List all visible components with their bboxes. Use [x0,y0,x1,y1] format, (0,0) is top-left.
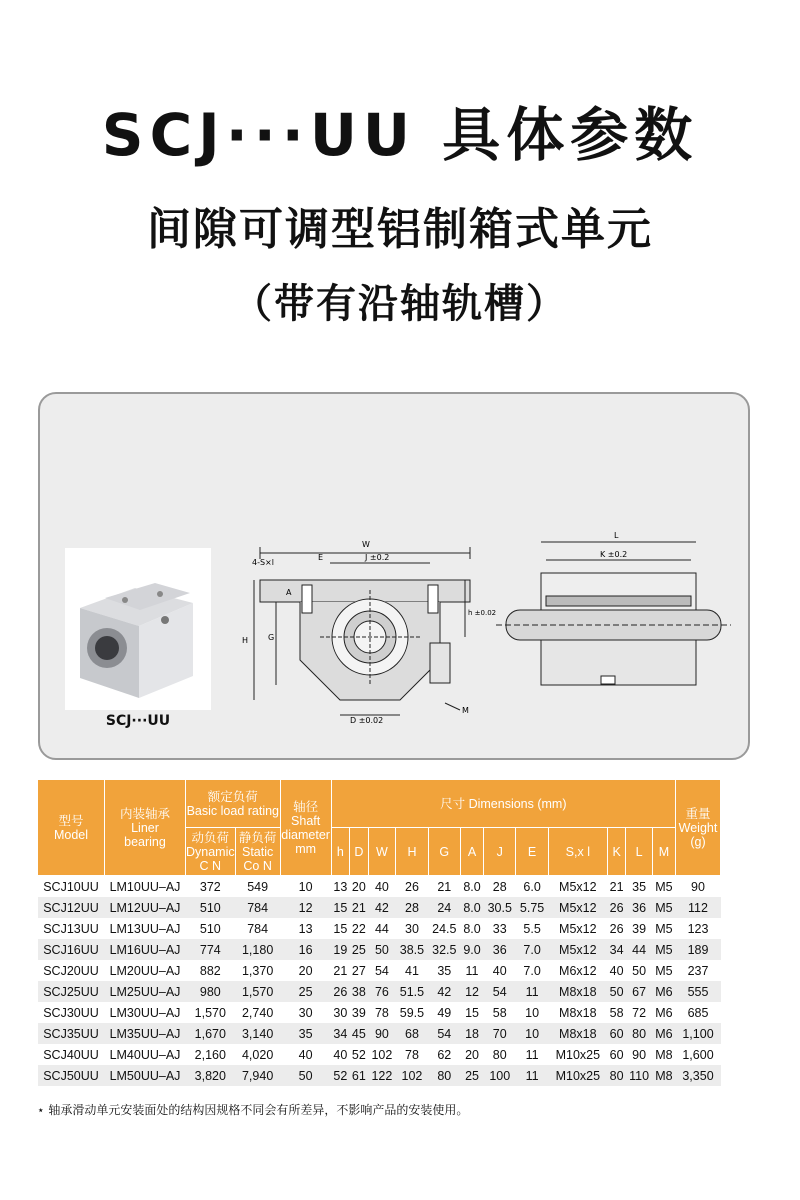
table-cell: 11 [525,1047,539,1062]
table-cell: 90 [691,879,705,894]
table-cell: 80 [607,1065,625,1086]
table-cell: 39 [632,921,647,936]
table-cell: M8 [655,1047,673,1062]
table-cell: 20 [351,879,366,894]
table-cell: 80 [428,1065,460,1086]
table-cell: 30 [333,1005,348,1020]
col-dim: D [350,828,368,876]
table-cell: M5 [655,921,673,936]
table-cell: 13 [333,879,348,894]
table-cell: 40 [298,1047,313,1062]
table-cell: 44 [626,939,652,960]
dim-k-label: K ±0.2 [600,550,628,559]
table-cell: 2,740 [241,1005,274,1020]
table-cell: 58 [492,1005,507,1020]
table-cell: 2,160 [194,1047,226,1062]
table-cell: M5x12 [548,897,607,918]
table-cell: LM25UU–AJ [105,981,186,1002]
table-cell: 80 [492,1047,507,1062]
table-cell: M8x18 [559,1005,597,1020]
table-cell: 36 [484,939,516,960]
product-label: SCJ···UU [105,713,171,729]
table-cell: 42 [368,897,396,918]
dim-h-small-label: h ±0.02 [468,609,497,617]
table-cell: 21 [350,897,368,918]
table-cell: 110 [626,1065,652,1086]
table-cell: 549 [247,879,269,894]
spec-table [37,779,721,1086]
table-cell: SCJ50UU [38,1065,105,1086]
table-cell: 76 [368,981,396,1002]
table-cell: 12 [280,897,331,918]
table-cell: 68 [396,1023,428,1044]
table-cell: 25 [350,939,368,960]
table-cell: 555 [676,981,721,1002]
table-cell: M5 [655,963,673,978]
table-cell: 112 [676,897,721,918]
table-cell: 10 [298,879,313,894]
table-cell: 60 [609,1047,624,1062]
col-dim: E [516,828,548,876]
table-cell: LM12UU–AJ [105,897,186,918]
side-view-drawing [496,528,731,698]
table-cell: 54 [484,981,516,1002]
dim-d-label: D ±0.02 [350,716,384,725]
col-dim: H [396,828,428,876]
table-cell: 20 [298,963,313,978]
table-cell: M5x12 [548,939,607,960]
col-dim: S,x l [548,828,607,876]
table-cell: 5.75 [516,897,548,918]
table-cell: 980 [186,981,236,1002]
table-cell: 24 [428,897,460,918]
table-cell: SCJ35UU [38,1023,105,1044]
table-cell: 3,820 [186,1065,236,1086]
dim-g-label: G [268,633,275,642]
col-load: 额定负荷 Basic load rating [186,780,281,828]
table-cell: M10x25 [548,1065,607,1086]
table-cell: 21 [609,879,624,894]
table-cell: 13 [298,921,313,936]
table-cell: 80 [626,1023,652,1044]
table-row [38,1023,721,1044]
table-cell: 100 [484,1065,516,1086]
table-cell: 32.5 [428,939,460,960]
page-subtitle: 间隙可调型铝制箱式单元 [147,204,653,255]
table-cell: 21 [437,879,452,894]
col-dim: K [607,828,625,876]
dim-w-label: W [362,540,370,549]
col-dim: W [368,828,396,876]
table-cell: 10 [525,1005,540,1020]
table-cell: 49 [437,1005,452,1020]
table-cell: 7,940 [235,1065,280,1086]
table-cell: 36 [626,897,652,918]
dim-h-label: H [242,636,249,645]
table-cell: 15 [331,897,349,918]
table-cell: 45 [350,1023,368,1044]
table-cell: 90 [632,1047,647,1062]
table-cell: 70 [484,1023,516,1044]
table-cell: 3,140 [235,1023,280,1044]
col-dim: h [331,828,349,876]
table-cell: 44 [374,921,389,936]
table-cell: M8x18 [548,981,607,1002]
table-cell: SCJ16UU [38,939,105,960]
table-row [38,960,721,981]
table-row [38,1044,721,1065]
table-cell: 8.0 [460,897,483,918]
table-cell: 102 [371,1047,393,1062]
dim-m-label: M [462,706,469,715]
table-cell: 685 [687,1005,709,1020]
table-cell: 1,370 [241,963,274,978]
table-cell: 11 [516,981,548,1002]
table-cell: 52 [331,1065,349,1086]
table-cell: SCJ13UU [43,921,99,936]
table-cell: 72 [632,1005,647,1020]
table-cell: 6.0 [523,879,541,894]
table-cell: 38.5 [396,939,428,960]
col-shaft: 轴径 Shaft diameter mm [280,780,331,876]
table-cell: 5.5 [523,921,541,936]
table-cell: 21 [333,963,348,978]
table-cell: 9.0 [460,939,483,960]
table-row [38,876,721,898]
table-cell: 52 [351,1047,366,1062]
table-cell: 51.5 [396,981,428,1002]
table-cell: 12 [460,981,483,1002]
table-row [38,1002,721,1023]
table-cell: 50 [632,963,647,978]
table-cell: SCJ12UU [38,897,105,918]
dim-l-label: L [614,531,619,540]
table-cell: 40 [492,963,507,978]
table-cell: 26 [609,921,624,936]
table-cell: 774 [186,939,236,960]
table-cell: 34 [331,1023,349,1044]
product-photo [65,548,211,710]
table-cell: 61 [350,1065,368,1086]
table-cell: M6 [655,1005,673,1020]
table-cell: 30.5 [484,897,516,918]
table-cell: 40 [609,963,624,978]
table-cell: LM40UU–AJ [109,1047,181,1062]
dim-j-label: J ±0.2 [365,553,390,562]
table-cell: 15 [465,1005,479,1020]
table-cell: 39 [351,1005,366,1020]
table-row [38,918,721,939]
table-cell: 50 [607,981,625,1002]
table-cell: 50 [280,1065,331,1086]
table-cell: 30 [405,921,419,936]
col-dim: L [626,828,652,876]
table-cell: 35 [437,963,452,978]
table-cell: 10 [516,1023,548,1044]
footnote: ⋆ 轴承滑动单元安装面处的结构因规格不同会有所差异，不影响产品的安装使用。 [37,1103,469,1117]
table-cell: M6 [652,981,675,1002]
table-cell: 510 [199,921,221,936]
table-cell: 54 [374,963,389,978]
table-cell: 882 [199,963,221,978]
table-cell: 28 [396,897,428,918]
table-cell: 30 [298,1005,313,1020]
table-cell: 1,180 [235,939,280,960]
table-cell: M5x12 [559,921,597,936]
table-cell: M6x12 [559,963,597,978]
table-cell: LM10UU–AJ [109,879,181,894]
table-cell: 510 [186,897,236,918]
table-cell: 27 [351,963,366,978]
table-cell: 7.0 [523,963,541,978]
table-cell: 24.5 [432,921,457,936]
table-cell: 19 [331,939,349,960]
table-cell: 78 [405,1047,419,1062]
table-cell: LM30UU–AJ [109,1005,181,1020]
page-subtitle-note: （带有沿轴轨槽） [232,281,568,327]
table-row [38,1065,721,1086]
table-cell: 67 [626,981,652,1002]
table-cell: 34 [607,939,625,960]
table-cell: 1,670 [186,1023,236,1044]
table-cell: 1,600 [682,1047,714,1062]
table-cell: 102 [396,1065,428,1086]
table-cell: 1,570 [235,981,280,1002]
table-cell: 3,350 [676,1065,721,1086]
table-cell: 42 [428,981,460,1002]
table-cell: SCJ30UU [43,1005,99,1020]
col-dim: M [652,828,675,876]
table-cell: 4,020 [241,1047,274,1062]
col-weight: 重量 Weight (g) [676,780,721,876]
table-cell: 784 [247,921,269,936]
col-liner: 内装轴承 Liner bearing [105,780,186,876]
table-cell: 28 [492,879,507,894]
table-cell: 78 [374,1005,389,1020]
table-cell: LM35UU–AJ [105,1023,186,1044]
table-cell: M5 [655,879,673,894]
table-cell: 62 [437,1047,452,1062]
table-cell: 8.0 [463,921,481,936]
table-cell: 20 [465,1047,479,1062]
col-dimensions: 尺寸 Dimensions (mm) [331,780,675,828]
table-cell: 18 [460,1023,483,1044]
table-cell: 33 [492,921,507,936]
table-cell: 784 [235,897,280,918]
table-cell: 40 [374,879,389,894]
table-cell: SCJ25UU [38,981,105,1002]
table-cell: 22 [351,921,366,936]
table-cell: LM50UU–AJ [105,1065,186,1086]
table-cell: 122 [368,1065,396,1086]
table-cell: SCJ10UU [43,879,99,894]
table-cell: LM20UU–AJ [109,963,181,978]
table-cell: SCJ20UU [43,963,99,978]
page-title: SCJ···UU 具体参数 [101,101,699,169]
table-cell: 7.0 [516,939,548,960]
table-cell: SCJ40UU [43,1047,99,1062]
table-cell: 41 [405,963,419,978]
table-cell: 189 [676,939,721,960]
col-static: 静负荷 Static Co N [235,828,280,876]
table-cell: 54 [428,1023,460,1044]
table-cell: 1,570 [194,1005,226,1020]
table-cell: M6 [652,1023,675,1044]
col-model: 型号 Model [38,780,105,876]
col-dim: A [460,828,483,876]
table-cell: LM13UU–AJ [109,921,181,936]
front-view-drawing [240,525,497,725]
table-cell: 25 [280,981,331,1002]
table-cell: 40 [333,1047,348,1062]
table-cell: M5 [652,897,675,918]
table-cell: 59.5 [399,1005,425,1020]
table-cell: M10x25 [555,1047,601,1062]
table-cell: M5 [652,939,675,960]
table-cell: 58 [609,1005,624,1020]
table-cell: 1,100 [676,1023,721,1044]
table-cell: 26 [331,981,349,1002]
table-row [38,897,721,918]
table-cell: 26 [405,879,419,894]
table-cell: 8.0 [463,879,481,894]
dim-e-label: E [318,553,324,562]
table-cell: M8 [652,1065,675,1086]
table-cell: 60 [607,1023,625,1044]
table-cell: 25 [460,1065,483,1086]
table-row [38,939,721,960]
table-cell: 35 [632,879,647,894]
col-dynamic: 动负荷 Dynamic C N [186,828,236,876]
dim-a-label: A [286,588,292,597]
table-cell: LM16UU–AJ [105,939,186,960]
table-cell: 38 [350,981,368,1002]
table-cell: 26 [607,897,625,918]
table-cell: 11 [465,963,479,978]
col-dim: G [428,828,460,876]
table-cell: 16 [280,939,331,960]
table-cell: M8x18 [548,1023,607,1044]
table-cell: 35 [280,1023,331,1044]
table-cell: 15 [333,921,348,936]
table-row [38,981,721,1002]
col-dim: J [484,828,516,876]
table-cell: 372 [199,879,221,894]
spec-table-body [38,876,721,1087]
table-cell: 123 [687,921,709,936]
table-cell: 50 [368,939,396,960]
table-cell: M5x12 [559,879,597,894]
table-cell: 11 [516,1065,548,1086]
dim-s-label: 4-S×l [252,558,274,567]
table-cell: 90 [368,1023,396,1044]
table-cell: 237 [687,963,709,978]
